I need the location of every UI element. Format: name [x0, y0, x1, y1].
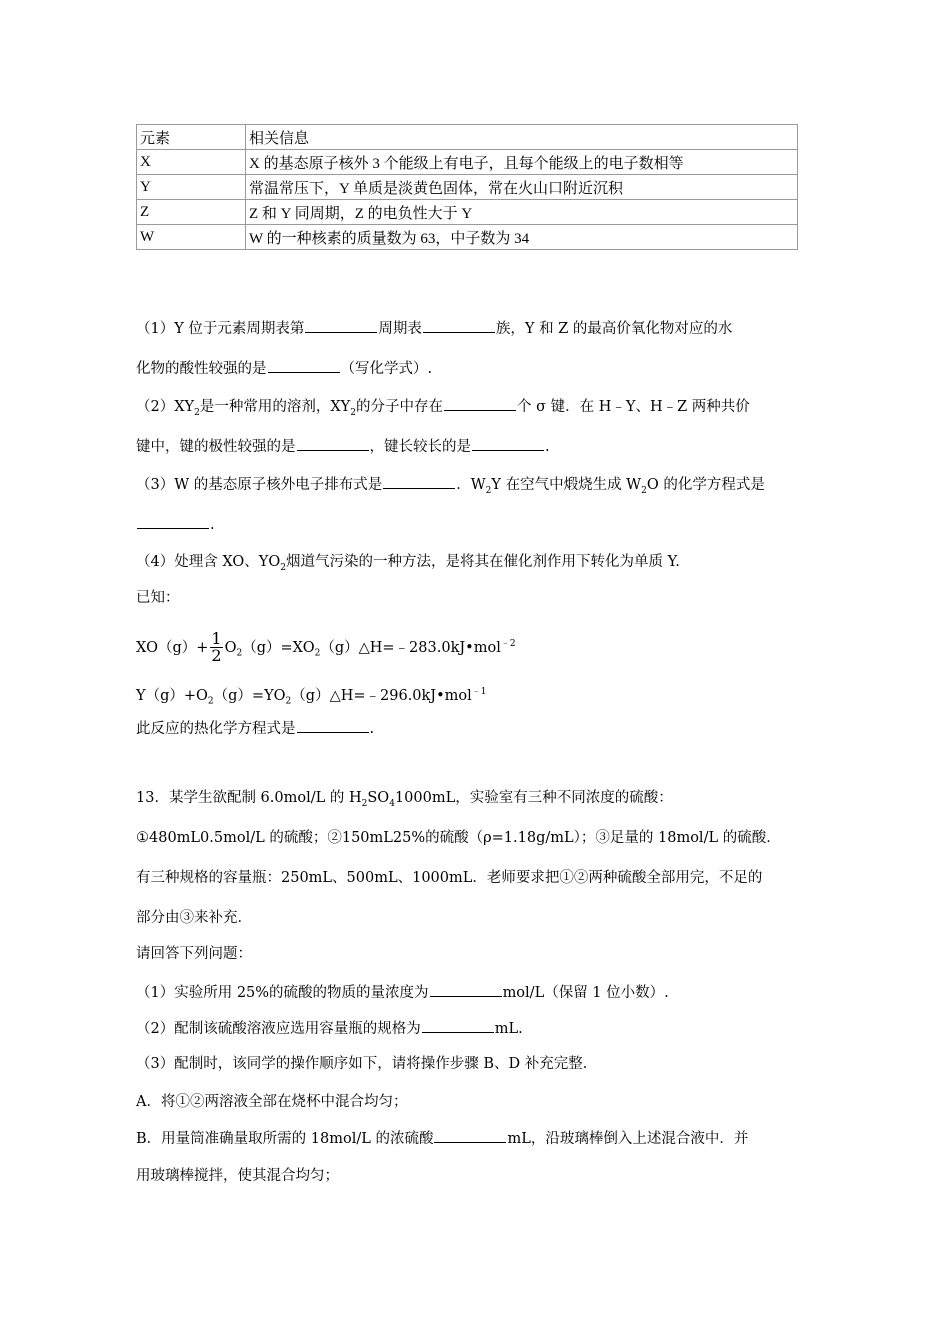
- text: （1）Y 位于元素周期表第: [136, 321, 305, 337]
- text: .: [369, 721, 375, 737]
- fraction-numerator: 1: [211, 629, 222, 649]
- table-header-cell: 相关信息: [246, 125, 798, 150]
- text: mol/L（保留 1 位小数）.: [502, 985, 669, 1001]
- table-cell: Z: [137, 200, 246, 225]
- q13-line1: [136, 788, 673, 814]
- q12-part2-line1: [136, 396, 750, 423]
- table-row: [137, 150, 798, 175]
- q13-line3: 有三种规格的容量瓶：250mL、500mL、1000mL．老师要求把①②两种硫酸全部用完，不足的: [136, 870, 763, 886]
- subscript: 2: [280, 562, 286, 573]
- equation-1: [136, 626, 516, 672]
- text: 族，Y 和 Z 的最高价氧化物对应的水: [495, 321, 733, 337]
- table-cell: Z 和 Y 同周期，Z 的电负性大于 Y: [246, 200, 798, 225]
- text: mL，沿玻璃棒倒入上述混合液中．并: [507, 1131, 749, 1147]
- text: （2）配制该硫酸溶液应选用容量瓶的规格为: [136, 1021, 421, 1037]
- text: （写化学式）.: [340, 361, 433, 377]
- table-cell: X 的基态原子核外 3 个能级上有电子，且每个能级上的电子数相等: [246, 150, 798, 175]
- q12-part1-line2: [136, 358, 432, 379]
- q13-step-b-line2: 用玻璃棒搅拌，使其混合均匀；: [136, 1168, 339, 1184]
- superscript: ﹣2: [500, 639, 516, 649]
- text: Y（g）+O: [136, 687, 208, 704]
- answer-blank: [423, 318, 495, 333]
- text: ．W: [456, 477, 486, 493]
- text: （g）=XO: [242, 639, 315, 656]
- text: （3）W 的基态原子核外电子排布式是: [136, 477, 383, 493]
- table-cell: X: [137, 150, 246, 175]
- subscript: 2: [485, 485, 492, 496]
- element-info-table: [136, 124, 798, 250]
- known-label: 已知：: [136, 590, 180, 606]
- text: mL.: [494, 1021, 523, 1037]
- q13-question2: [136, 1018, 523, 1039]
- table-cell: 常温常压下，Y 单质是淡黄色固体，常在火山口附近沉积: [246, 175, 798, 200]
- text: 周期表: [378, 321, 422, 337]
- text: 的分子中存在: [356, 399, 443, 415]
- subscript: 4: [389, 798, 395, 809]
- text: 1000mL，实验室有三种不同浓度的硫酸：: [394, 790, 673, 806]
- table-header-row: [137, 125, 798, 150]
- subscript: 2: [314, 648, 321, 659]
- equation-2: [136, 682, 487, 712]
- answer-blank: [472, 436, 544, 451]
- text: 此反应的热化学方程式是: [136, 721, 296, 737]
- text: 个 σ 键．在 H﹣Y、H﹣Z 两种共价: [517, 399, 750, 415]
- q13-step-a: A．将①②两溶液全部在烧杯中混合均匀；: [136, 1094, 408, 1110]
- text: .: [545, 439, 550, 455]
- subscript: 2: [361, 798, 368, 809]
- text: （1）实验所用 25%的硫酸的物质的量浓度为: [136, 985, 429, 1001]
- table-row: [137, 200, 798, 225]
- answer-blank: [430, 982, 502, 997]
- text: （g）=YO: [213, 687, 286, 704]
- table-cell: W 的一种核素的质量数为 63，中子数为 34: [246, 225, 798, 250]
- text: 化物的酸性较强的是: [136, 361, 267, 377]
- subscript: 2: [207, 696, 214, 707]
- superscript: ﹣1: [471, 687, 487, 697]
- table-cell: Y: [137, 175, 246, 200]
- text: 烟道气污染的一种方法，是将其在催化剂作用下转化为单质 Y.: [285, 554, 680, 570]
- q12-part3-line2: [136, 514, 215, 535]
- q12-part3-line1: [136, 474, 765, 501]
- q12-part2-line2: [136, 436, 550, 457]
- subscript: 2: [350, 407, 356, 418]
- text: （2）XY: [136, 399, 195, 415]
- text: 是一种常用的溶剂，XY: [199, 399, 351, 415]
- text: Y 在空气中煅烧生成 W: [491, 477, 642, 493]
- answer-blank: [383, 474, 455, 489]
- q13-line5: 请回答下列问题：: [136, 946, 252, 962]
- q13-line2: ①480mL0.5mol/L 的硫酸；②150mL25%的硫酸（ρ=1.18g/mL）；③足量的 18mol/L 的硫酸．: [136, 830, 781, 846]
- thermo-equation-line: [136, 718, 374, 739]
- text: SO: [367, 790, 390, 806]
- table-row: [137, 225, 798, 250]
- text: O: [224, 639, 237, 656]
- text: （4）处理含 XO、YO: [136, 554, 281, 570]
- text: （g）△H=﹣283.0kJ•mol: [320, 639, 501, 656]
- answer-blank: [434, 1128, 506, 1143]
- text: XO（g）+: [136, 639, 209, 656]
- table-cell: W: [137, 225, 246, 250]
- text: B．用量筒准确量取所需的 18mol/L 的浓硫酸: [136, 1131, 434, 1147]
- subscript: 2: [285, 696, 292, 707]
- q12-part4-line: [136, 552, 680, 578]
- q12-part1-line1: [136, 318, 732, 339]
- answer-blank: [137, 514, 209, 529]
- text: 键中，键的极性较强的是: [136, 439, 296, 455]
- answer-blank: [268, 358, 340, 373]
- q13-step-b-line1: [136, 1128, 748, 1149]
- q13-question3: （3）配制时，该同学的操作顺序如下，请将操作步骤 B、D 补充完整．: [136, 1056, 598, 1072]
- answer-blank: [444, 396, 516, 411]
- fraction-one-half: [210, 631, 222, 664]
- text: ，键长较长的是: [369, 439, 471, 455]
- q13-line4: 部分由③来补充．: [136, 910, 252, 926]
- text: .: [210, 517, 215, 533]
- q13-question1: [136, 982, 669, 1003]
- answer-blank: [297, 718, 369, 733]
- text: 13．某学生欲配制 6.0mol/L 的 H: [136, 790, 362, 806]
- answer-blank: [297, 436, 369, 451]
- text: O 的化学方程式是: [646, 477, 765, 493]
- subscript: 2: [236, 648, 243, 659]
- subscript: 2: [641, 485, 647, 496]
- table-row: [137, 175, 798, 200]
- answer-blank: [422, 1018, 494, 1033]
- fraction-denominator: 2: [211, 646, 222, 666]
- table-header-cell: 元素: [137, 125, 246, 150]
- text: （g）△H=﹣296.0kJ•mol: [291, 687, 472, 704]
- answer-blank: [305, 318, 377, 333]
- subscript: 2: [194, 407, 200, 418]
